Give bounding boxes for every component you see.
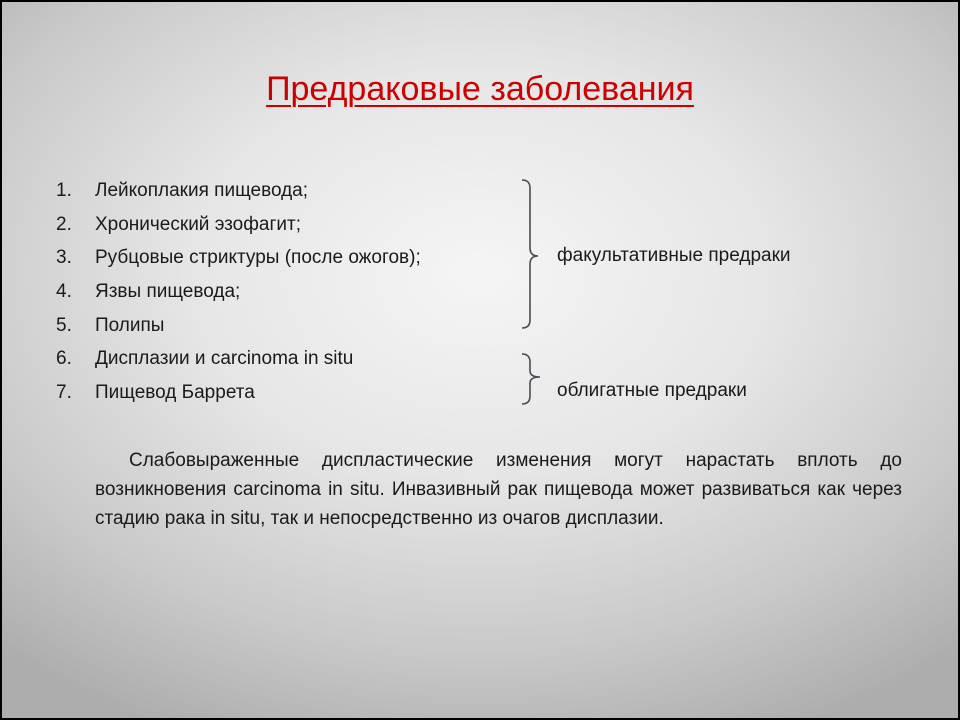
list-item: [56, 309, 421, 343]
list-item: [56, 241, 421, 275]
obligate-label: облигатные предраки: [557, 380, 747, 401]
list-item-text: Хронический эзофагит;: [95, 213, 301, 235]
precancer-list: [56, 174, 421, 410]
obligate-brace: [522, 354, 540, 404]
list-item-number: 6.: [56, 348, 72, 370]
facultative-brace: [522, 180, 538, 328]
list-item: [56, 342, 421, 376]
list-item: [56, 376, 421, 410]
list-item: [56, 174, 421, 208]
list-item-number: 1.: [56, 180, 72, 201]
list-item-text: Лейкоплакия пищевода;: [95, 180, 309, 201]
list-item-text: Рубцовые стриктуры (после ожогов);: [95, 247, 421, 269]
list-item-number: 4.: [56, 281, 72, 303]
list-item-text: Полипы: [95, 314, 165, 336]
list-item-number: 5.: [56, 314, 72, 336]
list-item-number: 3.: [56, 247, 72, 269]
list-item-number: 2.: [56, 213, 72, 235]
body-paragraph: Слабовыраженные диспластические изменения могут нарастать вплоть до возникновения carcinoma in situ. Инвазивный рак пищевода может развиваться как через стадию рака in situ, так и непосредственно из очагов дисплазии.: [95, 450, 902, 529]
facultative-label: факультативные предраки: [557, 245, 791, 266]
list-item-number: 7.: [56, 382, 72, 404]
list-item-text: Язвы пищевода;: [95, 281, 241, 303]
list-item: [56, 208, 421, 242]
grouping-braces: [516, 178, 556, 408]
list-item-text: Пищевод Баррета: [95, 382, 255, 404]
list-item: [56, 275, 421, 309]
list-item-text: Дисплазии и carcinoma in situ: [95, 348, 354, 370]
slide-title: Предраковые заболевания: [266, 70, 694, 108]
